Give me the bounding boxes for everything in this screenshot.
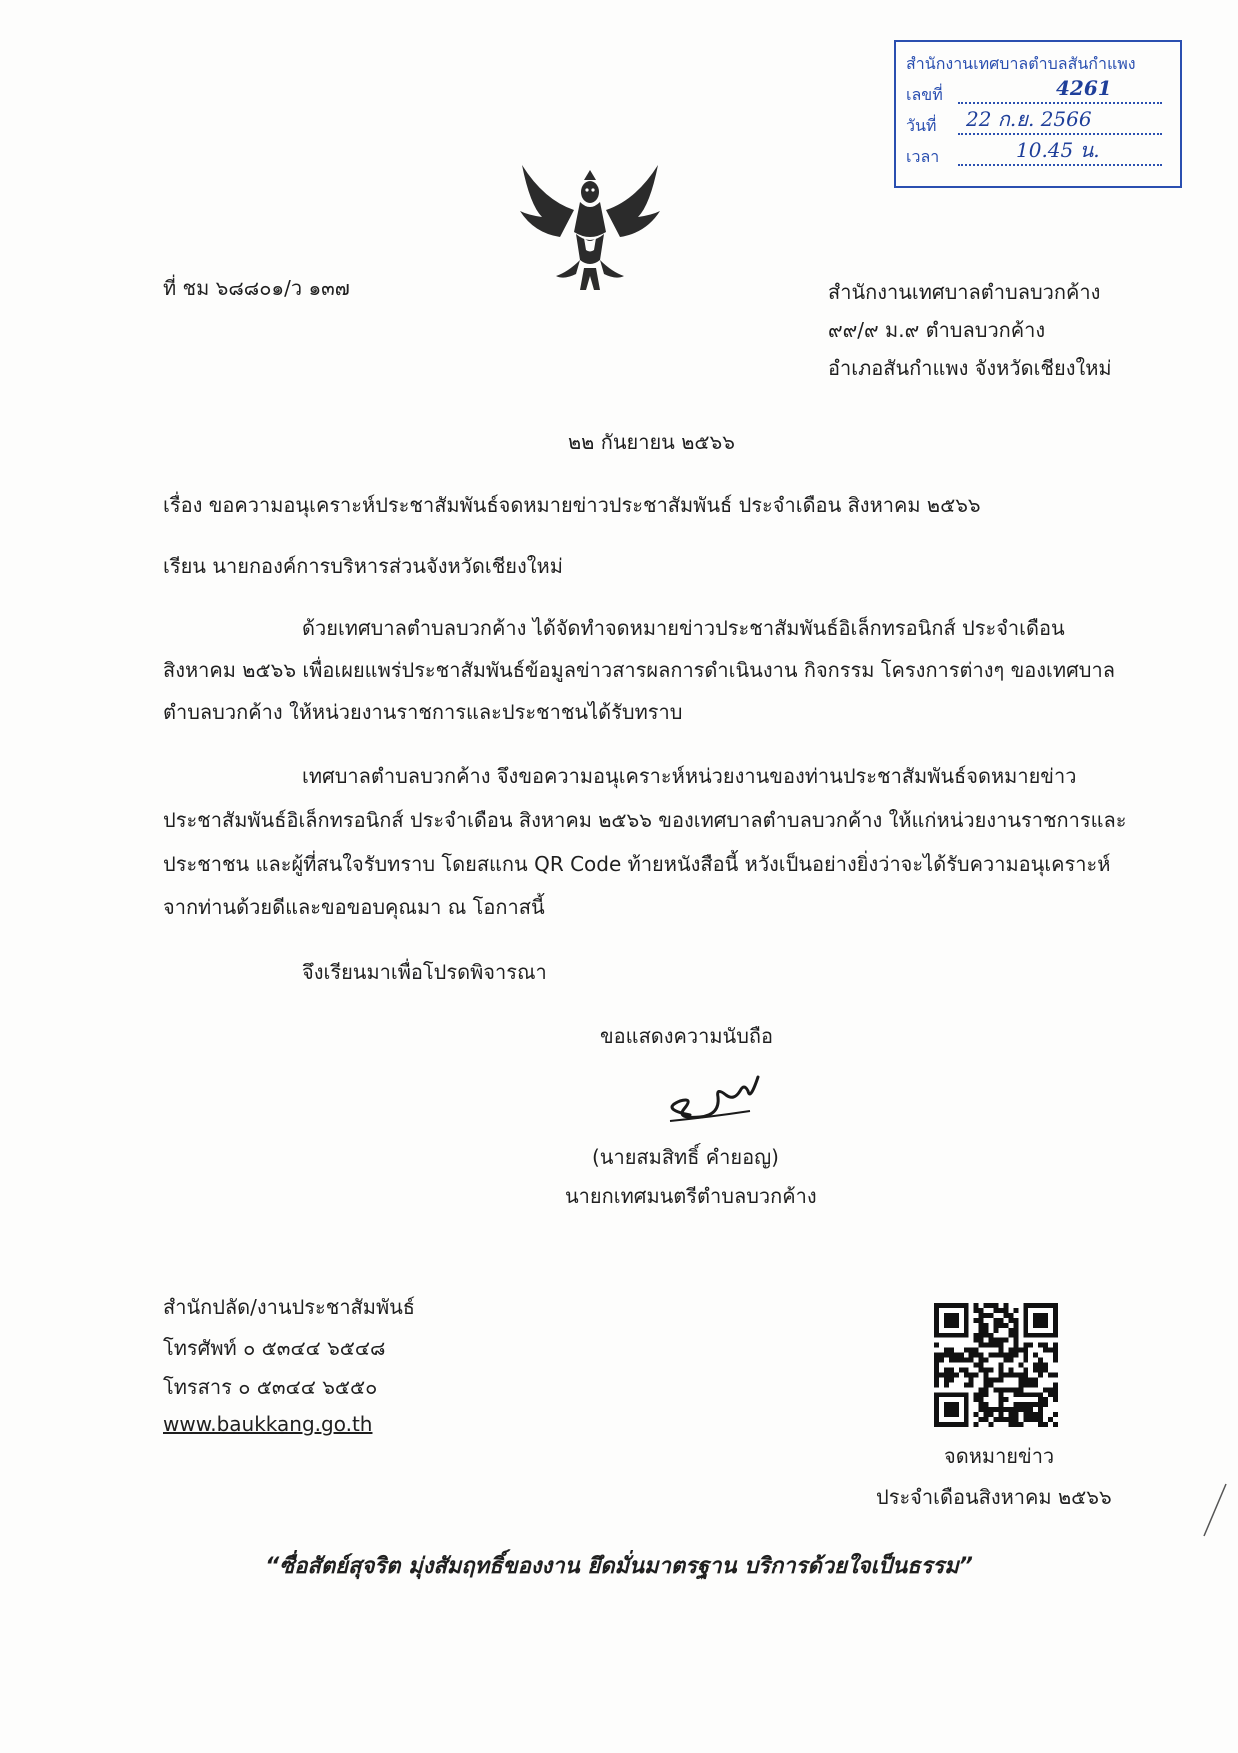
footer-department: สำนักปลัด/งานประชาสัมพันธ์ [163, 1295, 416, 1319]
sender-address-line1: สำนักงานเทศบาลตำบลบวกค้าง [828, 280, 1101, 304]
paragraph2-line1: เทศบาลตำบลบวกค้าง จึงขอความอนุเคราะห์หน่วยงานของท่านประชาสัมพันธ์จดหมายข่าว [302, 764, 1077, 788]
qr-caption-month: ประจำเดือนสิงหาคม ๒๕๖๖ [876, 1485, 1112, 1509]
letter-subject: เรื่อง ขอความอนุเคราะห์ประชาสัมพันธ์จดหมายข่าวประชาสัมพันธ์ ประจำเดือน สิงหาคม ๒๕๖๖ [163, 493, 981, 517]
stamp-date-value: 22 ก.ย. 2566 [966, 107, 1092, 131]
paragraph2-line4: จากท่านด้วยดีและขอขอบคุณมา ณ โอกาสนี้ [163, 895, 545, 919]
reference-number: ที่ ชม ๖๘๘๐๑/ว ๑๓๗ [163, 276, 350, 300]
stamp-time-label: เวลา [906, 147, 940, 166]
qr-caption-title: จดหมายข่าว [944, 1444, 1055, 1468]
receipt-stamp [894, 40, 1182, 188]
sender-address-line3: อำเภอสันกำแพง จังหวัดเชียงใหม่ [828, 356, 1112, 380]
paragraph2-line3: ประชาชน และผู้ที่สนใจรับทราบ โดยสแกน QR Code ท้ายหนังสือนี้ หวังเป็นอย่างยิ่งว่าจะได้รับความอนุเคราะห์ [163, 852, 1111, 876]
handwritten-signature [650, 1075, 770, 1135]
footer-fax: โทรสาร ๐ ๕๓๔๔ ๖๕๕๐ [163, 1375, 378, 1399]
letter-date: ๒๒ กันยายน ๒๕๖๖ [568, 430, 735, 454]
signer-title: นายกเทศมนตรีตำบลบวกค้าง [565, 1184, 817, 1208]
paragraph1-line2: สิงหาคม ๒๕๖๖ เพื่อเผยแพร่ประชาสัมพันธ์ข้อมูลข่าวสารผลการดำเนินงาน กิจกรรม โครงการต่างๆ ของเทศบาล [163, 658, 1115, 682]
footer-phone: โทรศัพท์ ๐ ๕๓๔๔ ๖๕๔๘ [163, 1336, 386, 1360]
stamp-office-row [906, 48, 1170, 79]
paragraph2-line2: ประชาสัมพันธ์อิเล็กทรอนิกส์ ประจำเดือน สิงหาคม ๒๕๖๖ ของเทศบาลตำบลบวกค้าง ให้แก่หน่วยงานราชการและ [163, 808, 1127, 832]
qr-code-icon[interactable] [934, 1303, 1058, 1427]
stamp-number-label: เลขที่ [906, 85, 943, 104]
stamp-office: สำนักงานเทศบาลตำบลสันกำแพง [906, 54, 1136, 73]
stamp-time-value: 10.45 น. [1016, 138, 1100, 162]
sender-address-line2: ๙๙/๙ ม.๙ ตำบลบวกค้าง [828, 318, 1046, 342]
regards: ขอแสดงความนับถือ [600, 1024, 774, 1048]
stamp-number-value: 4261 [1056, 76, 1112, 100]
organization-motto: “ซื่อสัตย์สุจริต มุ่งสัมฤทธิ์ของงาน ยึดมั่นมาตรฐาน บริการด้วยใจเป็นธรรม” [265, 1554, 973, 1579]
pencil-mark [1200, 1480, 1230, 1540]
closing-request: จึงเรียนมาเพื่อโปรดพิจารณา [302, 960, 547, 984]
paragraph1-line1: ด้วยเทศบาลตำบลบวกค้าง ได้จัดทำจดหมายข่าวประชาสัมพันธ์อิเล็กทรอนิกส์ ประจำเดือน [302, 616, 1065, 640]
letter-recipient: เรียน นายกองค์การบริหารส่วนจังหวัดเชียงใหม่ [163, 554, 563, 578]
signer-name: (นายสมสิทธิ์ คำยอญ) [592, 1145, 779, 1169]
stamp-date-label: วันที่ [906, 116, 937, 135]
stamp-time-row [906, 138, 1170, 172]
paragraph1-line3: ตำบลบวกค้าง ให้หน่วยงานราชการและประชาชนได้รับทราบ [163, 700, 683, 724]
garuda-emblem-icon [510, 150, 670, 300]
footer-website-link[interactable]: www.baukkang.go.th [163, 1412, 373, 1436]
